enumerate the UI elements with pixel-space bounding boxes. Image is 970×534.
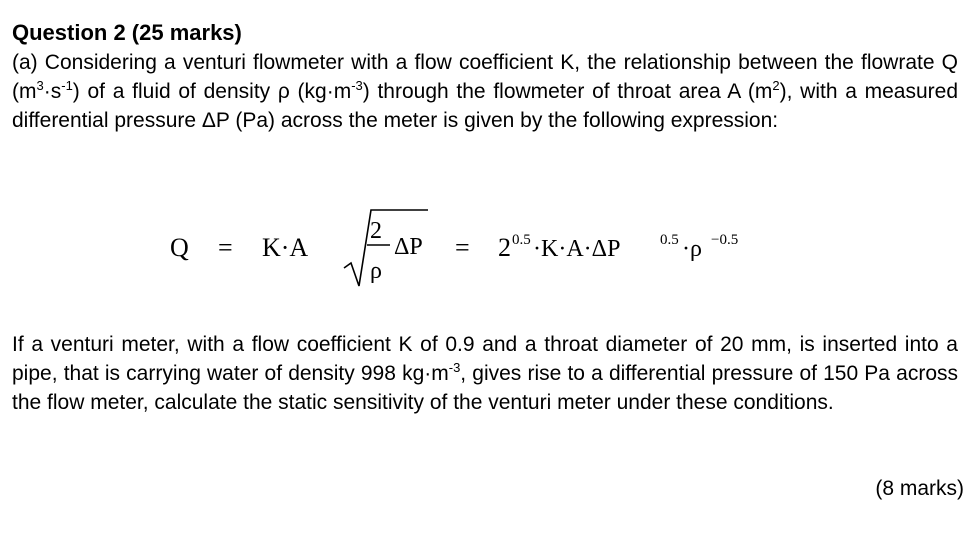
intro-sup-3: -3 bbox=[351, 78, 363, 93]
marks-label: (8 marks) bbox=[875, 477, 964, 500]
flow-equation bbox=[0, 190, 970, 300]
intro-sup-2: -1 bbox=[61, 78, 73, 93]
eq-ka: K·A bbox=[262, 233, 309, 262]
intro-text-2: ·s bbox=[43, 80, 62, 103]
intro-text-4: ) through the flowmeter of throat area A (m bbox=[362, 80, 773, 103]
eq-rhs-mid: ·K·A·ΔP bbox=[533, 236, 621, 262]
problem-text-1: If a venturi meter, with a flow coefficient K of 0.9 and a throat diameter of 20 mm, is inserted into a pipe, that is carrying water of density 998 kg·m bbox=[12, 333, 958, 385]
intro-sup-4: 2 bbox=[772, 78, 780, 93]
eq-equals-2: = bbox=[455, 233, 470, 262]
eq-lhs-q: Q bbox=[170, 233, 189, 262]
question-problem bbox=[12, 330, 958, 417]
eq-rhs-exp-1: 0.5 bbox=[512, 232, 531, 248]
eq-delta-p: ΔP bbox=[394, 234, 423, 260]
eq-frac-numerator: 2 bbox=[370, 218, 382, 244]
eq-rhs-base: 2 bbox=[498, 233, 511, 262]
eq-rhs-rho: ·ρ bbox=[682, 236, 702, 262]
problem-text-2: , gives rise to a differential pressure of 150 Pa across the flow meter, calculate the static sensitivity of the venturi meter under these conditions. bbox=[12, 362, 958, 414]
intro-sup-1: 3 bbox=[36, 78, 44, 93]
eq-frac-denominator: ρ bbox=[370, 258, 382, 284]
eq-equals-1: = bbox=[218, 233, 233, 262]
problem-sup-1: -3 bbox=[448, 360, 461, 375]
intro-text-3: ) of a fluid of density ρ (kg·m bbox=[72, 80, 352, 103]
eq-rhs-exp-2: 0.5 bbox=[660, 232, 679, 248]
question-title: Question 2 (25 marks) bbox=[12, 20, 242, 45]
intro-text-5: ), with a measured differential pressure ΔP (Pa) across the meter is given by the following expression: bbox=[12, 80, 958, 132]
intro-text-1: (a) Considering a venturi flowmeter with a flow coefficient K, the relationship between the flowrate Q (m bbox=[12, 51, 958, 103]
eq-rhs-exp-3: −0.5 bbox=[711, 232, 739, 248]
question-intro bbox=[12, 48, 958, 135]
